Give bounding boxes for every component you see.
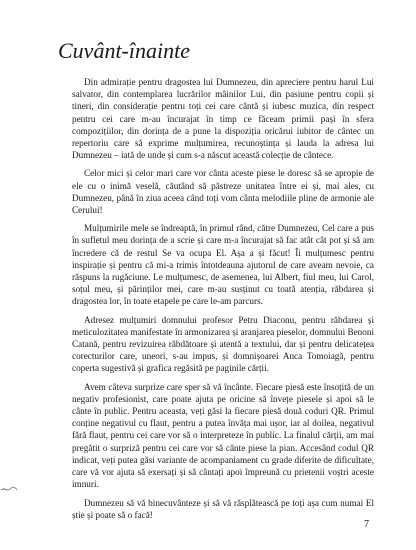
body-text bbox=[72, 76, 374, 527]
paragraph: Celor mici și celor mari care vor cânta aceste piese le doresc să se apropie de ele cu o inimă veselă, căutând să păstreze unitatea între ei și, mai ales, cu Dumnezeu, până în ziua aceea când toți vom cânta melodiile pline de armonie ale Cerului! bbox=[72, 168, 374, 216]
page-number: 7 bbox=[364, 519, 369, 530]
paragraph: Adresez mulțumiri domnului profesor Petru Diaconu, pentru răbdarea și meticulozitatea manifestate în armonizarea și aranjarea pieselor, domnului Benoni Catană, pentru revizuirea răbdătoare și atentă a textului, dar și pentru delicatețea corecturilor care, uneori, s-au impus, și domnișoarei Anca Tomoiagă, pentru coperta sugestivă și grafica regăsită pe paginile cărții. bbox=[72, 314, 374, 374]
paragraph: Avem câteva surprize care sper să vă încânte. Fiecare piesă este însoțită de un negativ profesionist, care poate ajuta pe oricine să învețe piesele și apoi să le cânte în public. Pentru aceasta, veți găsi la fiecare piesă două coduri QR. Primul conține negativul cu flaut, pentru a putea învăța mai ușor, iar al doilea, negativul fără flaut, pentru cei care vor să o interpreteze în public. La finalul cărții, am mai pregătit o surpriză pentru cei care vor să cânte piese la pian. Accesând codul QR indicat, veți putea găsi variante de acompaniament cu grade diferite de dificultate, care vă vor ajuta să exersați și să cântați apoi împreună cu prietenii voștri aceste imnuri. bbox=[72, 381, 374, 490]
paragraph: Dumnezeu să vă binecuvânteze și să vă răsplătească pe toți așa cum numai El știe și poate să o facă! bbox=[72, 497, 374, 520]
margin-ornament-icon bbox=[0, 484, 18, 494]
paragraph: Din admirație pentru dragostea lui Dumnezeu, din apreciere pentru harul Lui salvator, din contemplarea lucrărilor mâinilor Lui, din pasiune pentru copii și tineri, din considerație pentru toți cei care cântă și iubesc muzica, din respect pentru cei care m-au încurajat în timp ce făceam primii pași în sfera compozițiilor, din dorința de a pune la dispoziția oricărui iubitor de cântec un repertoriu care să exprime mulțumirea, recunoștința și lauda la adresa lui Dumnezeu – iată de unde și cum s-a născut această colecție de cântece. bbox=[72, 77, 374, 161]
paragraph: Mulțumirile mele se îndreaptă, în primul rând, către Dumnezeu, Cel care a pus în sufletul meu dorința de a scrie și care m-a încurajat să fac atât cât pot și să am încredere că de restul Se va ocupa El. Așa a și făcut! Îi mulțumesc pentru inspirație și pentru că mi-a trimis întotdeauna ajutorul de care aveam nevoie, ca răspuns la rugăciune. Le mulțumesc, de asemenea, lui Albert, fiul meu, lui Carol, soțul meu, și părinților mei, care m-au susținut cu toată atenția, răbdarea și dragostea lor, în toate etapele pe care le-am parcurs. bbox=[72, 223, 374, 307]
page-title: Cuvânt-înainte bbox=[58, 38, 190, 63]
